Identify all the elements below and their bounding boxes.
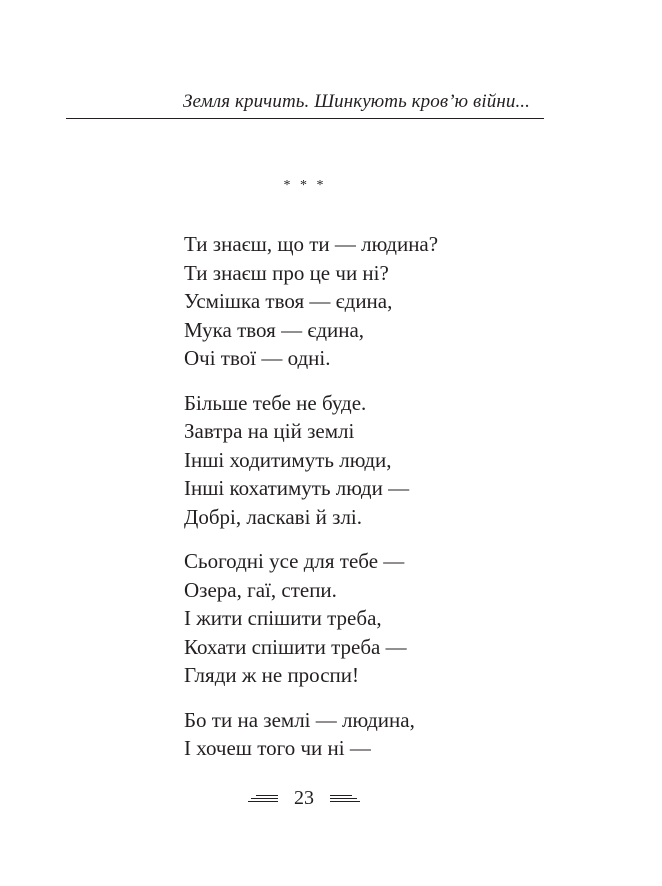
poem-line: Очі твої — одні.	[184, 346, 331, 370]
page-number: 23	[294, 787, 314, 809]
poem-line: Інші кохатимуть люди —	[184, 476, 410, 500]
poem-line: Інші ходитимуть люди,	[184, 447, 392, 472]
poem-line: Мука твоя — єдина,	[184, 317, 365, 342]
stanza	[184, 547, 604, 690]
poem-line: Більше тебе не буде.	[184, 390, 367, 415]
stanza-separator: * * *	[283, 178, 327, 193]
poem-line: І жити спішити треба,	[184, 606, 382, 630]
poem-line: Добрі, ласкаві й злі.	[184, 504, 363, 529]
poem-line: Ти знаєш про це чи ні?	[184, 260, 389, 285]
running-head-text: Земля кричить. Шинкують кров’ю війни...	[183, 91, 530, 112]
poem-line: Завтра на цій землі	[184, 419, 355, 443]
poem-line: Усмішка твоя — єдина,	[184, 289, 393, 313]
poem-line: Ти знаєш, що ти — людина?	[184, 232, 439, 256]
stanza	[184, 389, 604, 532]
poem-line: Кохати спішити треба —	[184, 634, 407, 659]
decorative-rule-right	[330, 795, 360, 804]
poem-line: Гляди ж не проспи!	[184, 663, 359, 687]
poem-line: Бо ти на землі — людина,	[184, 707, 415, 732]
poem	[184, 230, 604, 779]
page-footer	[248, 785, 360, 813]
poem-line: Сьогодні усе для тебе —	[184, 549, 405, 573]
poem-line: Озера, гаї, степи.	[184, 577, 337, 602]
stanza	[184, 230, 604, 373]
running-head	[66, 88, 544, 119]
stanza	[184, 706, 604, 763]
poem-line: І хочеш того чи ні —	[184, 736, 371, 760]
